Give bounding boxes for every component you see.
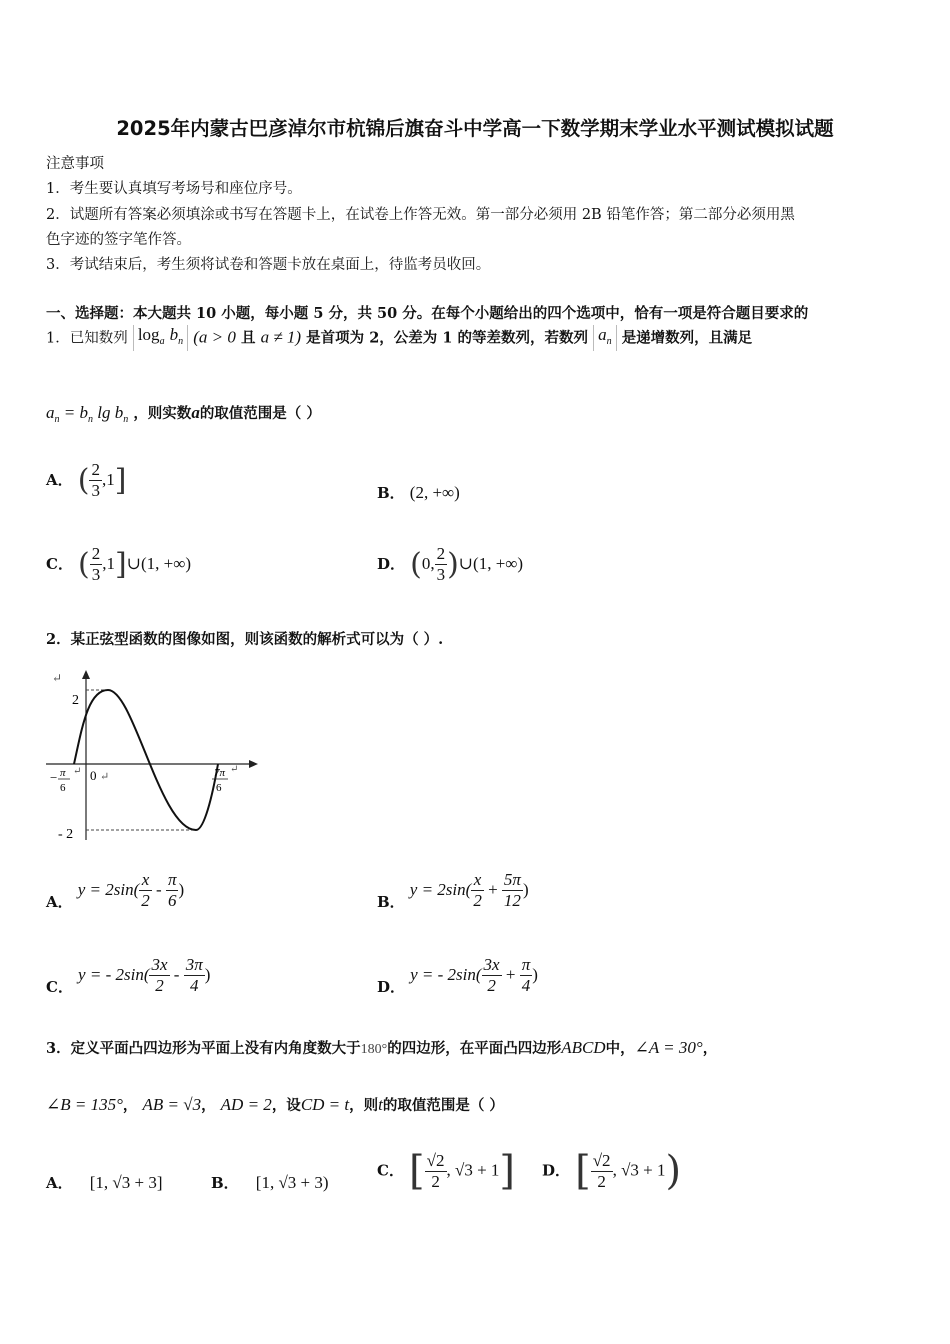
sine-graph — [44, 668, 264, 846]
x-axis-arrow — [249, 760, 258, 768]
q2-option-d[interactable]: D． y = - 2sin( $\frac{3x}{2}$ + $\frac{\pi}{4}$ ) — [377, 955, 538, 996]
question-1-line-1 — [46, 325, 752, 351]
q2-option-c[interactable]: C． y = - 2sin( $\frac{3x}{2}$ - $\frac{3\pi}{4}$ ) — [46, 955, 211, 996]
q1-option-a[interactable]: A． ( $\frac{2}{3}$ ,1] — [46, 460, 127, 500]
y-label-top: 2 — [72, 693, 79, 708]
q1-option-c[interactable]: C． ( $\frac{2}{3}$ ,1]∪(1, +∞) — [46, 544, 192, 584]
q1-condition-2: a ≠ 1) — [260, 327, 302, 347]
x-left-sign: − — [50, 770, 58, 785]
x-left-num: π — [60, 767, 66, 779]
q1-and: 且 — [240, 329, 256, 347]
x-right-return-mark: ↵ — [230, 764, 239, 775]
x-left-return-mark: ↵ — [73, 766, 82, 777]
q1-text-1: 是首项为 2，公差为 1 的等差数列，若数列 — [306, 329, 588, 347]
q1-condition: (a > 0 — [193, 327, 236, 347]
q3-option-c[interactable]: C． [ $\frac{√2}{2}$ , √3 + 1] — [377, 1148, 516, 1194]
x-right-den: 6 — [216, 782, 222, 794]
question-1-line-2: $a_n = b_n$ $\lg b_n$ ，则实数a的取值范围是（ ） — [46, 403, 321, 426]
q1-sequence-an: $a_n$ — [593, 325, 617, 351]
q1-log-sequence: $\log_a b_n$ — [133, 325, 188, 351]
origin-label: 0 — [90, 768, 97, 783]
section-heading: 一、选择题：本大题共 10 小题，每小题 5 分，共 50 分。在每个小题给出的四个选项中，恰有一项是符合题目要求的 — [46, 305, 809, 322]
y-axis-arrow — [82, 670, 90, 679]
question-3-line-2: ∠B = 135°， AB = √3， AD = 2，设CD = t，则t的取值范围是（ ） — [46, 1095, 504, 1114]
q2-option-a[interactable]: A． y = 2sin( $\frac{x}{2}$ - $\frac{\pi}{6}$ ) — [46, 870, 185, 911]
q3-option-d[interactable]: D． [ $\frac{√2}{2}$ , √3 + 1) — [542, 1148, 682, 1194]
q3-option-b[interactable]: B． [1, √3 + 3) — [211, 1173, 329, 1192]
sine-curve — [74, 690, 218, 830]
page-title: 2025年内蒙古巴彦淖尔市杭锦后旗奋斗中学高一下数学期末学业水平测试模拟试题 — [116, 117, 834, 140]
notice-item-3: 3．考试结束后，考生须将试卷和答题卡放在桌面上，待监考员收回。 — [46, 257, 491, 273]
notice-item-2-line-2: 色字迹的签字笔作答。 — [46, 232, 191, 248]
x-left-den: 6 — [60, 782, 66, 794]
origin-return-mark: ↵ — [100, 770, 110, 783]
graph-return-mark: ↵ — [52, 671, 63, 685]
y-label-bottom: - 2 — [58, 827, 74, 842]
x-right-num: 7π — [214, 767, 226, 779]
notice-heading: 注意事项 — [46, 156, 104, 172]
q1-option-b[interactable]: B． (2, +∞) — [377, 483, 460, 502]
question-2-text: 2．某正弦型函数的图像如图，则该函数的解析式可以为（ ）. — [46, 631, 444, 648]
notice-item-2-line-1: 2．试题所有答案必须填涂或书写在答题卡上，在试卷上作答无效。第一部分必须用 2B 铅笔作答；第二部分必须用黑 — [46, 207, 795, 223]
question-3-line-1: 3．定义平面凸四边形为平面上没有内角度数大于180°的四边形，在平面凸四边形ABCD中，∠A = 30°， — [46, 1038, 718, 1057]
q2-option-b[interactable]: B． y = 2sin( $\frac{x}{2}$ + $\frac{5\pi}{12}$ ) — [377, 870, 529, 911]
q3-option-a[interactable]: A． [1, √3 + 3] — [46, 1173, 163, 1192]
q1-number: 1．已知数列 — [46, 330, 128, 347]
q1-option-d[interactable]: D． (0, $\frac{2}{3}$ )∪(1, +∞) — [377, 544, 524, 584]
notice-item-1: 1．考生要认真填写考场号和座位序号。 — [46, 181, 302, 197]
q1-text-2: 是递增数列，且满足 — [621, 329, 753, 347]
